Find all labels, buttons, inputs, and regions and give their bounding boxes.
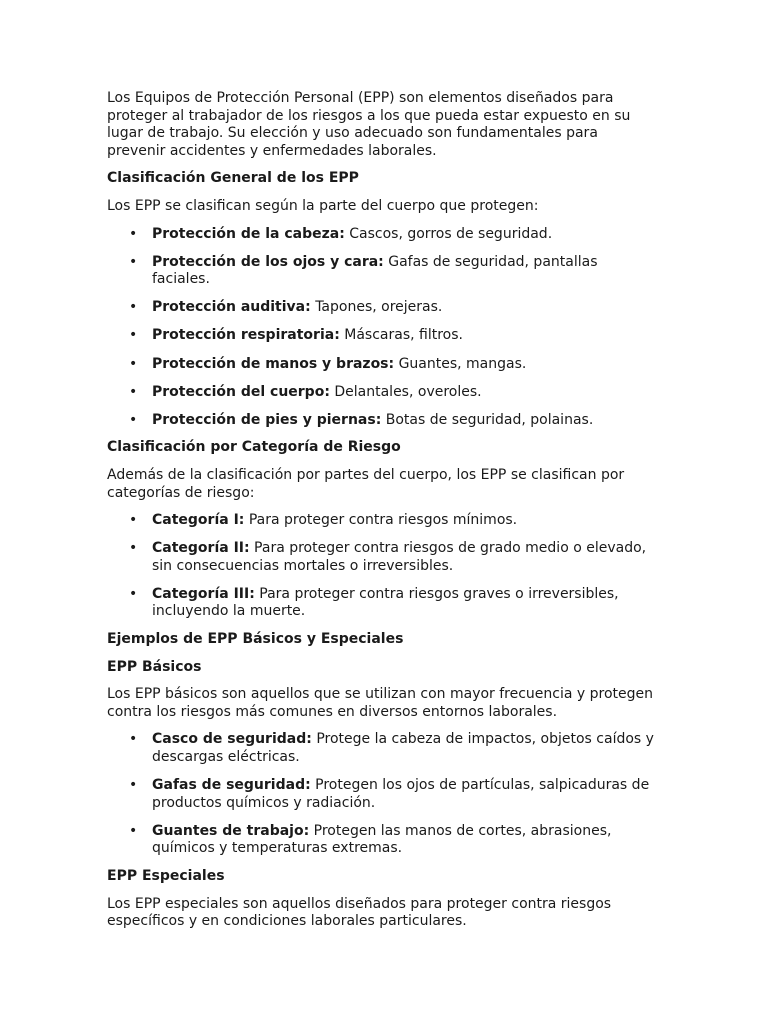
list-item-desc: Guantes, mangas. — [398, 355, 527, 372]
list-item-term: Protección de los ojos y cara: — [152, 253, 384, 270]
bullet-icon: • — [129, 585, 138, 602]
bullet-icon: • — [129, 253, 138, 270]
list-item-desc: Máscaras, filtros. — [344, 327, 463, 344]
list-item-desc: Protegen las manos de cortes, abrasiones, químicos y temperaturas extremas. — [152, 822, 612, 857]
list-item — [107, 384, 658, 402]
list-item — [107, 254, 658, 289]
bullet-icon: • — [129, 411, 138, 428]
list-item — [107, 356, 658, 374]
list-epp-basicos — [107, 731, 658, 858]
bullet-icon: • — [129, 225, 138, 242]
list-item-desc: Botas de seguridad, polainas. — [385, 411, 594, 428]
heading-clasificacion-general: Clasificación General de los EPP — [107, 170, 359, 187]
bullet-icon: • — [129, 540, 138, 557]
heading-categoria-riesgo: Clasificación por Categoría de Riesgo — [107, 439, 401, 456]
list-item — [107, 327, 658, 345]
list-item — [107, 823, 658, 858]
list-item-desc: Protegen los ojos de partículas, salpicaduras de productos químicos y radiación. — [152, 777, 650, 811]
list-risk-categories — [107, 512, 658, 621]
bullet-icon: • — [129, 355, 138, 372]
list-item-desc: Gafas de seguridad, pantallas faciales. — [152, 253, 598, 288]
list-item-term: Protección del cuerpo: — [152, 383, 330, 400]
paragraph-epp-especiales: Los EPP especiales son aquellos diseñados para proteger contra riesgos específicos y en condiciones laborales particulares. — [107, 895, 612, 930]
list-item — [107, 412, 658, 430]
list-item-desc: Delantales, overoles. — [334, 383, 482, 400]
list-item-desc: Tapones, orejeras. — [315, 299, 443, 316]
list-item — [107, 226, 658, 244]
list-item-term: Protección respiratoria: — [152, 327, 340, 344]
list-item-term: Protección auditiva: — [152, 299, 311, 316]
list-item — [107, 512, 658, 530]
list-item-desc: Para proteger contra riesgos de grado medio o elevado, sin consecuencias mortales o irreversibles. — [152, 540, 647, 574]
bullet-icon: • — [129, 299, 138, 316]
list-body-protection — [107, 226, 658, 430]
paragraph-categoria-riesgo: Además de la clasificación por partes del cuerpo, los EPP se clasifican por categorías de riesgo: — [107, 466, 625, 501]
list-item-desc: Para proteger contra riesgos mínimos. — [248, 512, 518, 529]
list-item-desc: Para proteger contra riesgos graves o irreversibles, incluyendo la muerte. — [152, 585, 619, 620]
bullet-icon: • — [129, 731, 138, 748]
bullet-icon: • — [129, 822, 138, 839]
list-item-term: Guantes de trabajo: — [152, 822, 310, 839]
heading-ejemplos-epp: Ejemplos de EPP Básicos y Especiales — [107, 631, 404, 648]
list-item-desc: Protege la cabeza de impactos, objetos caídos y descargas eléctricas. — [152, 731, 654, 766]
list-item-desc: Cascos, gorros de seguridad. — [349, 225, 553, 242]
list-item-term: Categoría I: — [152, 512, 245, 529]
list-item-term: Protección de manos y brazos: — [152, 355, 395, 372]
heading-epp-especiales: EPP Especiales — [107, 868, 225, 884]
list-item — [107, 586, 658, 621]
intro-paragraph: Los Equipos de Protección Personal (EPP) son elementos diseñados para proteger al trabajador de los riesgos a los que pueda estar expuesto en su lugar de trabajo. Su elección y uso adecuado son fundamentales para prevenir accidentes y enfermedades laborales. — [107, 90, 631, 159]
bullet-icon: • — [129, 512, 138, 529]
bullet-icon: • — [129, 383, 138, 400]
list-item-term: Protección de pies y piernas: — [152, 411, 382, 428]
list-item-term: Categoría II: — [152, 540, 250, 557]
heading-epp-basicos: EPP Básicos — [107, 658, 202, 675]
list-item-term: Gafas de seguridad: — [152, 777, 311, 794]
bullet-icon: • — [129, 327, 138, 344]
paragraph-epp-basicos: Los EPP básicos son aquellos que se utilizan con mayor frecuencia y protegen contra los riesgos más comunes en diversos entornos laborales. — [107, 686, 654, 720]
list-item — [107, 731, 658, 766]
list-item — [107, 299, 658, 317]
list-item-term: Protección de la cabeza: — [152, 225, 345, 242]
list-item-term: Categoría III: — [152, 585, 255, 602]
list-item — [107, 777, 658, 812]
list-item-term: Casco de seguridad: — [152, 731, 312, 748]
bullet-icon: • — [129, 777, 138, 794]
list-item — [107, 540, 658, 575]
paragraph-clasificacion-general: Los EPP se clasifican según la parte del cuerpo que protegen: — [107, 197, 539, 214]
